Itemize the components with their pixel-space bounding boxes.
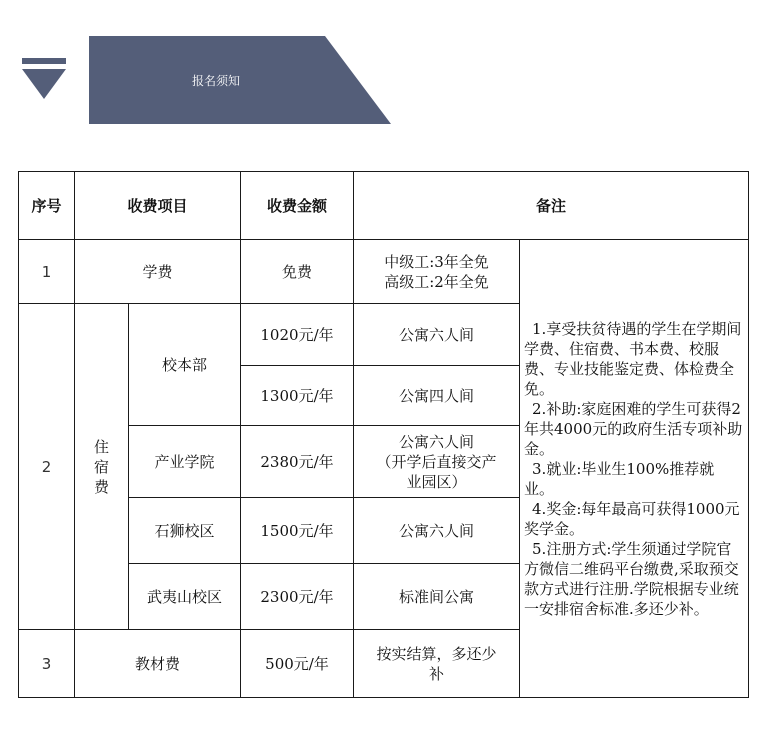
fee-item-char: 费 bbox=[93, 477, 109, 496]
fee-amount: 免费 bbox=[241, 240, 354, 304]
fee-item: 学费 bbox=[75, 240, 241, 304]
header-item: 收费项目 bbox=[75, 172, 241, 240]
campus-name: 产业学院 bbox=[129, 426, 241, 498]
fee-note: 标准间公寓 bbox=[354, 564, 520, 630]
fee-note: 公寓六人间 bbox=[354, 304, 520, 366]
row-no: 2 bbox=[19, 304, 75, 630]
fee-amount: 1020元/年 bbox=[241, 304, 354, 366]
remark-item: 5.注册方式:学生须通过学院官方微信二维码平台缴费,采取预交款方式进行注册.学院根据专业统一安排宿舍标准.多还少补。 bbox=[524, 539, 739, 618]
fee-note-line: 按实结算，多还少 bbox=[376, 644, 497, 663]
fee-amount: 500元/年 bbox=[241, 630, 354, 698]
fee-amount: 1300元/年 bbox=[241, 366, 354, 426]
fee-amount: 2380元/年 bbox=[241, 426, 354, 498]
fee-amount: 1500元/年 bbox=[241, 498, 354, 564]
header-amount: 收费金额 bbox=[241, 172, 354, 240]
fee-note bbox=[354, 630, 520, 698]
fee-note-line: 公寓六人间 bbox=[399, 432, 475, 451]
fee-note-line: 补 bbox=[429, 664, 445, 683]
header-no: 序号 bbox=[19, 172, 75, 240]
fee-item-char: 住 bbox=[93, 437, 109, 456]
remark-item: 4.奖金:每年最高可获得1000元奖学金。 bbox=[524, 499, 740, 538]
fee-note-line: 高级工:2年全免 bbox=[384, 272, 489, 291]
fee-note-line: 业园区） bbox=[406, 472, 467, 491]
table-header-row bbox=[19, 172, 749, 240]
campus-name: 石狮校区 bbox=[129, 498, 241, 564]
remarks-cell bbox=[520, 240, 749, 698]
fee-note-line: （开学后直接交产 bbox=[376, 452, 497, 471]
fee-note: 公寓四人间 bbox=[354, 366, 520, 426]
chevron-down-icon bbox=[22, 58, 66, 100]
fee-note bbox=[354, 426, 520, 498]
table-row bbox=[19, 240, 749, 304]
page-header bbox=[0, 0, 771, 140]
row-no: 1 bbox=[19, 240, 75, 304]
banner-title: 报名须知 bbox=[191, 74, 240, 88]
fee-item-vertical bbox=[75, 304, 129, 630]
header-remarks: 备注 bbox=[354, 172, 749, 240]
fee-note bbox=[354, 240, 520, 304]
fee-item: 教材费 bbox=[75, 630, 241, 698]
campus-name: 校本部 bbox=[129, 304, 241, 426]
campus-name: 武夷山校区 bbox=[129, 564, 241, 630]
remark-item: 1.享受扶贫待遇的学生在学期间学费、住宿费、书本费、校服费、专业技能鉴定费、体检费全免。 bbox=[524, 319, 742, 398]
row-no: 3 bbox=[19, 630, 75, 698]
remark-item: 2.补助:家庭困难的学生可获得2年共4000元的政府生活专项补助金。 bbox=[524, 399, 743, 458]
fee-table bbox=[18, 171, 749, 698]
fee-note-line: 中级工:3年全免 bbox=[384, 252, 489, 271]
fee-item-char: 宿 bbox=[93, 457, 109, 476]
fee-amount: 2300元/年 bbox=[241, 564, 354, 630]
fee-note: 公寓六人间 bbox=[354, 498, 520, 564]
remark-item: 3.就业:毕业生100%推荐就业。 bbox=[524, 459, 715, 498]
